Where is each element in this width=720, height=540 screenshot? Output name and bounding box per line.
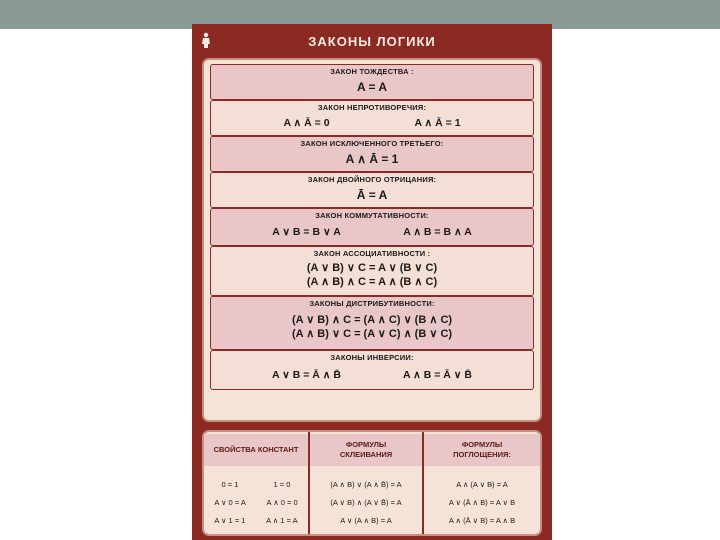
list-item: (A ∧ B) ∨ (A ∧ B̄) = A xyxy=(330,480,402,489)
section-associativity xyxy=(210,246,534,296)
formula: Ā = A xyxy=(356,188,388,202)
formula: A ∧ Ā = 1 xyxy=(345,152,399,166)
section-excluded-middle xyxy=(210,136,534,172)
section-heading: ЗАКОН АССОЦИАТИВНОСТИ : xyxy=(313,249,431,258)
list-item: A ∨ (Ā ∧ B) = A ∨ B xyxy=(448,498,516,507)
section-inversion xyxy=(210,350,534,390)
section-commutativity xyxy=(210,208,534,246)
column-gluing xyxy=(310,432,422,534)
poster-title: ЗАКОНЫ ЛОГИКИ xyxy=(308,34,436,49)
laws-panel xyxy=(202,58,542,422)
column-heading: ФОРМУЛЫ СКЛЕИВАНИЯ xyxy=(310,434,422,466)
formula: (A ∧ B) ∧ C = A ∧ (B ∧ C) xyxy=(306,276,438,288)
formula-left: A ∧ Ā = 0 xyxy=(283,117,330,129)
formula: (A ∨ B) ∧ C = (A ∧ C) ∨ (B ∧ C) xyxy=(291,314,453,326)
logic-laws-poster xyxy=(192,24,552,540)
formula-left: A ∨ B = Ā ∧ B̄ xyxy=(272,369,341,381)
column-absorption xyxy=(424,432,540,534)
formula: (A ∧ B) ∨ C = (A ∨ C) ∧ (B ∨ C) xyxy=(291,328,453,340)
list-item: 0 = 1 1 = 0 xyxy=(221,480,291,489)
column-heading: СВОЙСТВА КОНСТАНТ xyxy=(204,434,308,466)
section-noncontradiction xyxy=(210,100,534,136)
list-item: A ∨ (A ∧ B) = A xyxy=(340,516,392,525)
section-heading: ЗАКОН НЕПРОТИВОРЕЧИЯ: xyxy=(317,103,427,112)
column-constants xyxy=(204,432,308,534)
column-heading: ФОРМУЛЫ ПОГЛОЩЕНИЯ: xyxy=(424,434,540,466)
list-item: A ∨ 0 = A A ∧ 0 = 0 xyxy=(214,498,298,507)
section-distributivity xyxy=(210,296,534,350)
section-heading: ЗАКОН ТОЖДЕСТВА : xyxy=(330,67,414,76)
section-heading: ЗАКОН ИСКЛЮЧЕННОГО ТРЕТЬЕГО: xyxy=(300,139,444,148)
formulas-panel xyxy=(202,430,542,536)
formula-right: A ∧ B = B ∧ A xyxy=(403,226,472,238)
list-item: A ∧ (A ∨ B) = A xyxy=(456,480,508,489)
formula-right: A ∧ B = Ā ∨ B̄ xyxy=(403,369,472,381)
section-heading: ЗАКОНЫ ДИСТРИБУТИВНОСТИ: xyxy=(309,299,435,308)
section-heading: ЗАКОН КОММУТАТИВНОСТИ: xyxy=(315,211,429,220)
list-item: (A ∨ B) ∧ (A ∨ B̄) = A xyxy=(330,498,402,507)
list-item: A ∧ (Ā ∨ B) = A ∧ B xyxy=(448,516,516,525)
formula: A = A xyxy=(356,80,388,94)
section-heading: ЗАКОН ДВОЙНОГО ОТРИЦАНИЯ: xyxy=(307,175,437,184)
formula: (A ∨ B) ∨ C = A ∨ (B ∨ C) xyxy=(306,262,438,274)
list-item: A ∨ 1 = 1 A ∧ 1 = A xyxy=(214,516,298,525)
section-heading: ЗАКОНЫ ИНВЕРСИИ: xyxy=(330,353,414,362)
section-identity xyxy=(210,64,534,100)
formula-left: A ∨ B = B ∨ A xyxy=(272,226,341,238)
formula-right: A ∧ Ā = 1 xyxy=(414,117,461,129)
section-double-negation xyxy=(210,172,534,208)
